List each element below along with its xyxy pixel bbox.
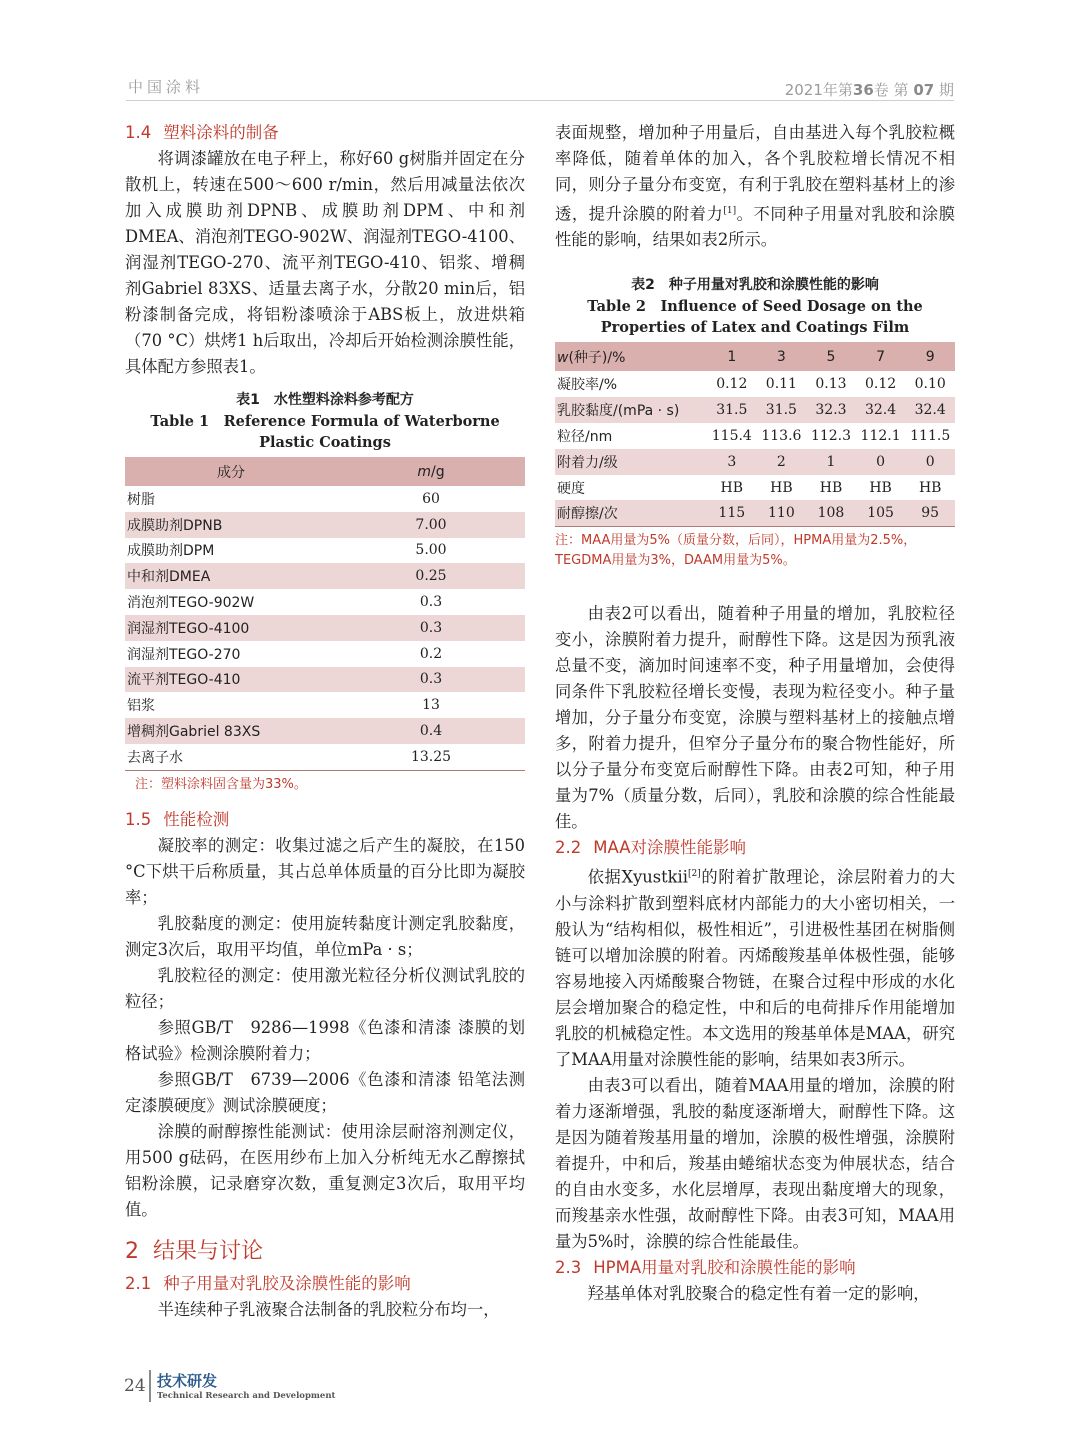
table-2-value-cell: 111.5 [910,427,951,444]
table-2-property-cell: 附着力/级 [555,449,707,475]
table-row [125,563,525,589]
table-2-note: 注：MAA用量为5%（质量分数，后同），HPMA用量为2.5%，TEGDMA用量为3%，DAAM用量为5%。 [555,533,917,569]
table-row [555,423,955,449]
table-2-value-cell: 31.5 [757,397,807,423]
table-1-mass-cell: 0.4 [337,718,525,744]
section-2-3-paragraph: 羟基单体对乳胶聚合的稳定性有着一定的影响， [587,1283,930,1303]
table-row [555,449,955,475]
table-1-component-cell: 成膜助剂DPM [127,543,215,560]
table-1-caption-cn: 表1 水性塑料涂料参考配方 [236,392,414,408]
table-1-component-cell: 树脂 [127,491,155,508]
table-1-component-cell: 润湿剂TEGO-4100 [125,615,337,641]
table-2-value-cell: 115 [707,500,757,526]
table-2-property-cell: 凝胶率/% [557,377,618,394]
table-2-property-cell: 硬度 [557,480,585,497]
table-2-value-cell: HB [720,479,744,496]
table-2-value-cell: 115.4 [711,427,752,444]
table-row [555,371,955,397]
table-1-mass-cell: 0.25 [337,563,525,589]
table-2-header-col: 5 [806,342,856,371]
table-2-value-cell: 105 [856,500,906,526]
table-1-mass-cell: 13.25 [410,748,452,765]
table-2-property-cell: 粒径/nm [557,428,613,445]
table-2-header-col: 3 [757,342,807,371]
header-rule [126,100,954,101]
table-2-value-cell: HB [770,479,793,496]
continued-paragraph: 表面规整，增加种子用量后，自由基进入每个乳胶粒概率降低，随着单体的加入，各个乳胶粒增长情况不相同，则分子量分布变宽，有利于乳胶在塑料基材上的渗透，提升涂膜的附着力[1]。不同种子用量对乳胶和涂膜性能的影响，结果如表2所示。 [555,123,955,250]
table-2-value-cell: 31.5 [707,397,757,423]
table-2-value-cell: 0.10 [914,376,946,393]
table-row [555,500,955,526]
table-2-caption-en: Table 2 Influence of Seed Dosage on the Properties of Latex and Coatings Film [587,298,923,337]
section-2-3-heading: 2.3 HPMA用量对乳胶和涂膜性能的影响 [555,1257,856,1277]
table-1-component-cell: 消泡剂TEGO-902W [127,595,255,612]
table-1-mass-cell: 13 [422,697,440,714]
adhesion-paragraph: 参照GB/T 9286—1998《色漆和清漆 漆膜的划格试验》检测涂膜附着力； [125,1017,525,1063]
table-row [125,589,525,615]
table-1-mass-cell: 0.3 [419,594,443,611]
table-2-value-cell: 32.4 [905,397,955,423]
particle-size-paragraph: 乳胶粒径的测定：使用激光粒径分析仪测试乳胶的粒径； [125,965,525,1011]
table-1-caption-en: Table 1 Reference Formula of Waterborne Plastic Coatings [150,413,500,451]
table-row [125,744,525,770]
table-2-value-cell: HB [918,479,942,496]
right-column [555,120,955,1307]
table-1-component-cell: 去离子水 [127,749,183,766]
table-1-mass-cell: 5.00 [415,542,447,559]
footer-section-en: Technical Research and Development [157,1391,336,1401]
table-2-header-col: 7 [856,342,906,371]
table-2-value-cell: 2 [757,449,807,475]
table-2-caption-cn: 表2 种子用量对乳胶和涂膜性能的影响 [631,277,879,294]
table-1-mass-cell: 60 [422,490,440,507]
table-2-value-cell: 0.12 [716,376,748,393]
section-2-1-paragraph: 半连续种子乳液聚合法制备的乳胶粒分布均一， [157,1299,500,1319]
table-2-value-cell: 0 [905,449,955,475]
table-2-discussion: 由表2可以看出，随着种子用量的增加，乳胶粒径变小，涂膜附着力提升，耐醇性下降。这是因为预乳液总量不变，滴加时间速率不变，种子用量增加，会使得同条件下乳胶粒径增长变慢，表现为粒径变小。种子量增加，分子量分布变宽，涂膜与塑料基材上的接触点增多，附着力提升，但窄分子量分布的聚合物性能好，所以分子量分布变宽后耐醇性下降。由表2可知，种子用量为7%（质量分数，后同），乳胶和涂膜的综合性能最佳。 [555,604,955,832]
table-row [125,692,525,718]
section-1-5-heading: 1.5 性能检测 [125,809,230,829]
table-1-header-mass: m/g [337,457,525,486]
table-row [125,486,525,512]
section-2-2-heading: 2.2 MAA对涂膜性能影响 [555,838,747,858]
hardness-paragraph: 参照GB/T 6739—2006《色漆和清漆 铅笔法测定漆膜硬度》测试涂膜硬度； [125,1069,525,1115]
table-2-header-col: 1 [707,342,757,371]
table-2-value-cell: 1 [806,449,856,475]
table-row [125,615,525,641]
table-row [125,667,525,693]
section-1-4-heading: 1.4 塑料涂料的制备 [125,123,279,142]
table-2-value-cell: 32.4 [856,397,906,423]
table-2 [555,342,955,527]
table-2-value-cell: 0.13 [815,376,847,393]
section-1-4-paragraph: 将调漆罐放在电子秤上，称好60 g树脂并固定在分散机上，转速在500～600 r/min，然后用减量法依次加入成膜助剂DPNB、成膜助剂DPM、中和剂DMEA、消泡剂TEGO-902W、润湿剂TEGO-4100、润湿剂TEGO-270、流平剂TEGO-410、铝浆、增稠剂Gabriel 83XS、适量去离子水，分散20 min后，铝粉漆制备完成，将铝粉漆喷涂于ABS板上，放进烘箱（70 °C）烘烤1 h后取出，冷却后开始检测涂膜性能，具体配方参照表1。 [125,149,525,376]
table-2-value-cell: HB [819,479,843,496]
table-2-value-cell: 113.6 [761,427,802,444]
footer-divider [149,1370,151,1402]
table-row [555,475,955,501]
table-1-component-cell: 增稠剂Gabriel 83XS [125,718,337,744]
issue-info: 2021年第36卷 第 07 期 [784,81,954,99]
table-row [555,397,955,423]
table-2-property-cell: 乳胶黏度/(mPa · s) [555,397,707,423]
maa-theory-paragraph: 依据Xyustkii[2]的附着扩散理论，涂层附着力的大小与涂料扩散到塑料底材内部能力的大小密切相关，一般认为“结构相似，极性相近”，引进极性基团在树脂侧链可以增加涂膜的附着。丙烯酸羧基单体极性强，能够容易地接入丙烯酸聚合物链，在聚合过程中形成的水化层会增加聚合的稳定性，中和后的电荷排斥作用能增加乳胶的机械稳定性。本文选用的羧基单体是MAA，研究了MAA用量对涂膜性能的影响，结果如表3所示。 [555,867,955,1069]
table-1 [125,457,525,771]
table-2-header-seed: w(种子)/% [555,342,707,371]
gel-rate-paragraph: 凝胶率的测定：收集过滤之后产生的凝胶，在150 °C下烘干后称质量，其占总单体质量的百分比即为凝胶率； [125,835,525,907]
table-1-mass-cell: 0.3 [337,615,525,641]
table-1-component-cell: 中和剂DMEA [125,563,337,589]
table-2-value-cell: 3 [707,449,757,475]
table-2-value-cell: 0.11 [765,376,797,393]
viscosity-paragraph: 乳胶黏度的测定：使用旋转黏度计测定乳胶黏度，测定3次后，取用平均值，单位mPa · s； [125,913,525,959]
table-1-mass-cell: 0.3 [337,667,525,693]
alcohol-rub-paragraph: 涂膜的耐醇擦性能测试：使用涂层耐溶剂测定仪，用500 g砝码，在医用纱布上加入分析纯无水乙醇擦拭铝粉涂膜，记录磨穿次数，重复测定3次后，取用平均值。 [125,1121,525,1219]
table-row [125,718,525,744]
table-row [125,538,525,564]
table-2-value-cell: 110 [757,500,807,526]
table-1-mass-cell: 7.00 [337,512,525,538]
footer-section-cn: 技术研发 [157,1372,218,1390]
table-2-value-cell: 0 [856,449,906,475]
table-row [125,641,525,667]
table-3-discussion: 由表3可以看出，随着MAA用量的增加，涂膜的附着力逐渐增强，乳胶的黏度逐渐增大，耐醇性下降。这是因为随着羧基用量的增加，涂膜的极性增强，涂膜附着提升，中和后，羧基由蜷缩状态变为伸展状态，结合的自由水变多，水化层增厚，表现出黏度增大的现象，而羧基亲水性强，故耐醇性下降。由表3可知，MAA用量为5%时，涂膜的综合性能最佳。 [555,1075,955,1251]
table-1-component-cell: 铝浆 [127,698,155,715]
table-2-value-cell: 112.1 [860,427,901,444]
left-column [125,120,525,1323]
table-2-value-cell: 0.12 [864,376,897,393]
table-2-value-cell: 32.3 [806,397,856,423]
table-2-value-cell: 95 [905,500,955,526]
table-1-mass-cell: 0.2 [419,645,443,662]
table-2-property-cell: 耐醇擦/次 [555,500,707,526]
table-1-component-cell: 润湿剂TEGO-270 [127,646,241,663]
table-1-header-component: 成分 [125,457,337,486]
table-2-value-cell: HB [869,479,892,496]
journal-name: 中国涂料 [128,78,205,96]
table-2-value-cell: 112.3 [810,427,852,444]
table-2-value-cell: 108 [806,500,856,526]
section-2-1-heading: 2.1 种子用量对乳胶及涂膜性能的影响 [125,1273,411,1293]
section-2-heading: 2 结果与讨论 [125,1238,264,1264]
table-1-note: 注：塑料涂料固含量为33%。 [135,776,307,792]
page-number: 24 [124,1376,146,1396]
table-2-header-col: 9 [905,342,955,371]
table-1-component-cell: 流平剂TEGO-410 [125,667,337,693]
table-row [125,512,525,538]
table-1-component-cell: 成膜助剂DPNB [125,512,337,538]
